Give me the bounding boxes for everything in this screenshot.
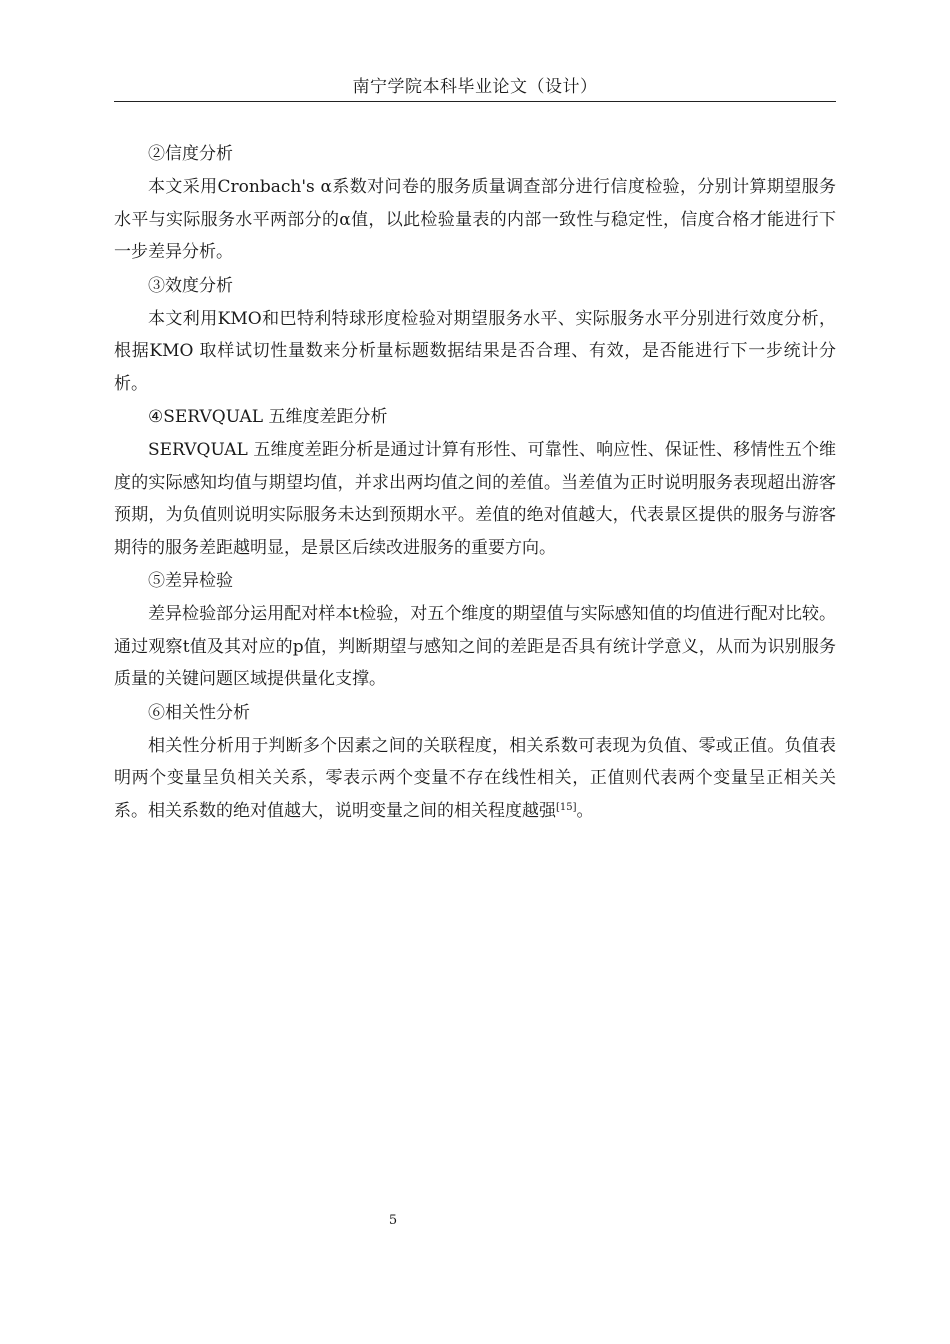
page-header-title: 南宁学院本科毕业论文（设计） bbox=[352, 77, 598, 97]
page-number: 5 bbox=[388, 1213, 398, 1228]
paragraph-correlation-ending: 。 bbox=[576, 800, 594, 821]
paragraph-validity: 本文利用KMO和巴特利特球形度检验对期望服务水平、实际服务水平分别进行效度分析，根据KMO 取样试切性量数来分析量标题数据结果是否合理、有效，是否能进行下一步统计分析。 bbox=[114, 308, 836, 394]
paragraph-correlation-text: 相关性分析用于判断多个因素之间的关联程度，相关系数可表现为负值、零或正值。负值表明两个变量呈负相关关系，零表示两个变量不存在线性相关，正值则代表两个变量呈正相关关系。相关系数的绝对值越大，说明变量之间的相关程度越强 bbox=[114, 735, 836, 821]
section-heading-correlation: ⑥相关性分析 bbox=[148, 702, 250, 723]
citation-reference[interactable]: [15] bbox=[556, 801, 577, 813]
paragraph-reliability: 本文采用Cronbach's α系数对问卷的服务质量调查部分进行信度检验，分别计算期望服务水平与实际服务水平两部分的α值，以此检验量表的内部一致性与稳定性，信度合格才能进行下一步差异分析。 bbox=[114, 177, 836, 262]
paragraph-difference-test: 差异检验部分运用配对样本t检验，对五个维度的期望值与实际感知值的均值进行配对比较。通过观察t值及其对应的p值，判断期望与感知之间的差距是否具有统计学意义，从而为识别服务质量的关键问题区域提供量化支撑。 bbox=[114, 604, 836, 689]
header-divider bbox=[114, 101, 836, 102]
section-heading-reliability: ②信度分析 bbox=[148, 144, 233, 164]
section-heading-difference-test: ⑤差异检验 bbox=[148, 571, 233, 591]
paragraph-correlation bbox=[114, 730, 836, 828]
paragraph-servqual: SERVQUAL 五维度差距分析是通过计算有形性、可靠性、响应性、保证性、移情性五个维度的实际感知均值与期望均值，并求出两均值之间的差值。当差值为正时说明服务表现超出游客预期，为负值则说明实际服务未达到预期水平。差值的绝对值越大，代表景区提供的服务与游客期待的服务差距越明显，是景区后续改进服务的重要方向。 bbox=[114, 440, 836, 558]
section-heading-validity: ③效度分析 bbox=[148, 275, 233, 296]
section-heading-servqual: ④SERVQUAL 五维度差距分析 bbox=[148, 407, 388, 427]
page-content bbox=[114, 138, 836, 828]
